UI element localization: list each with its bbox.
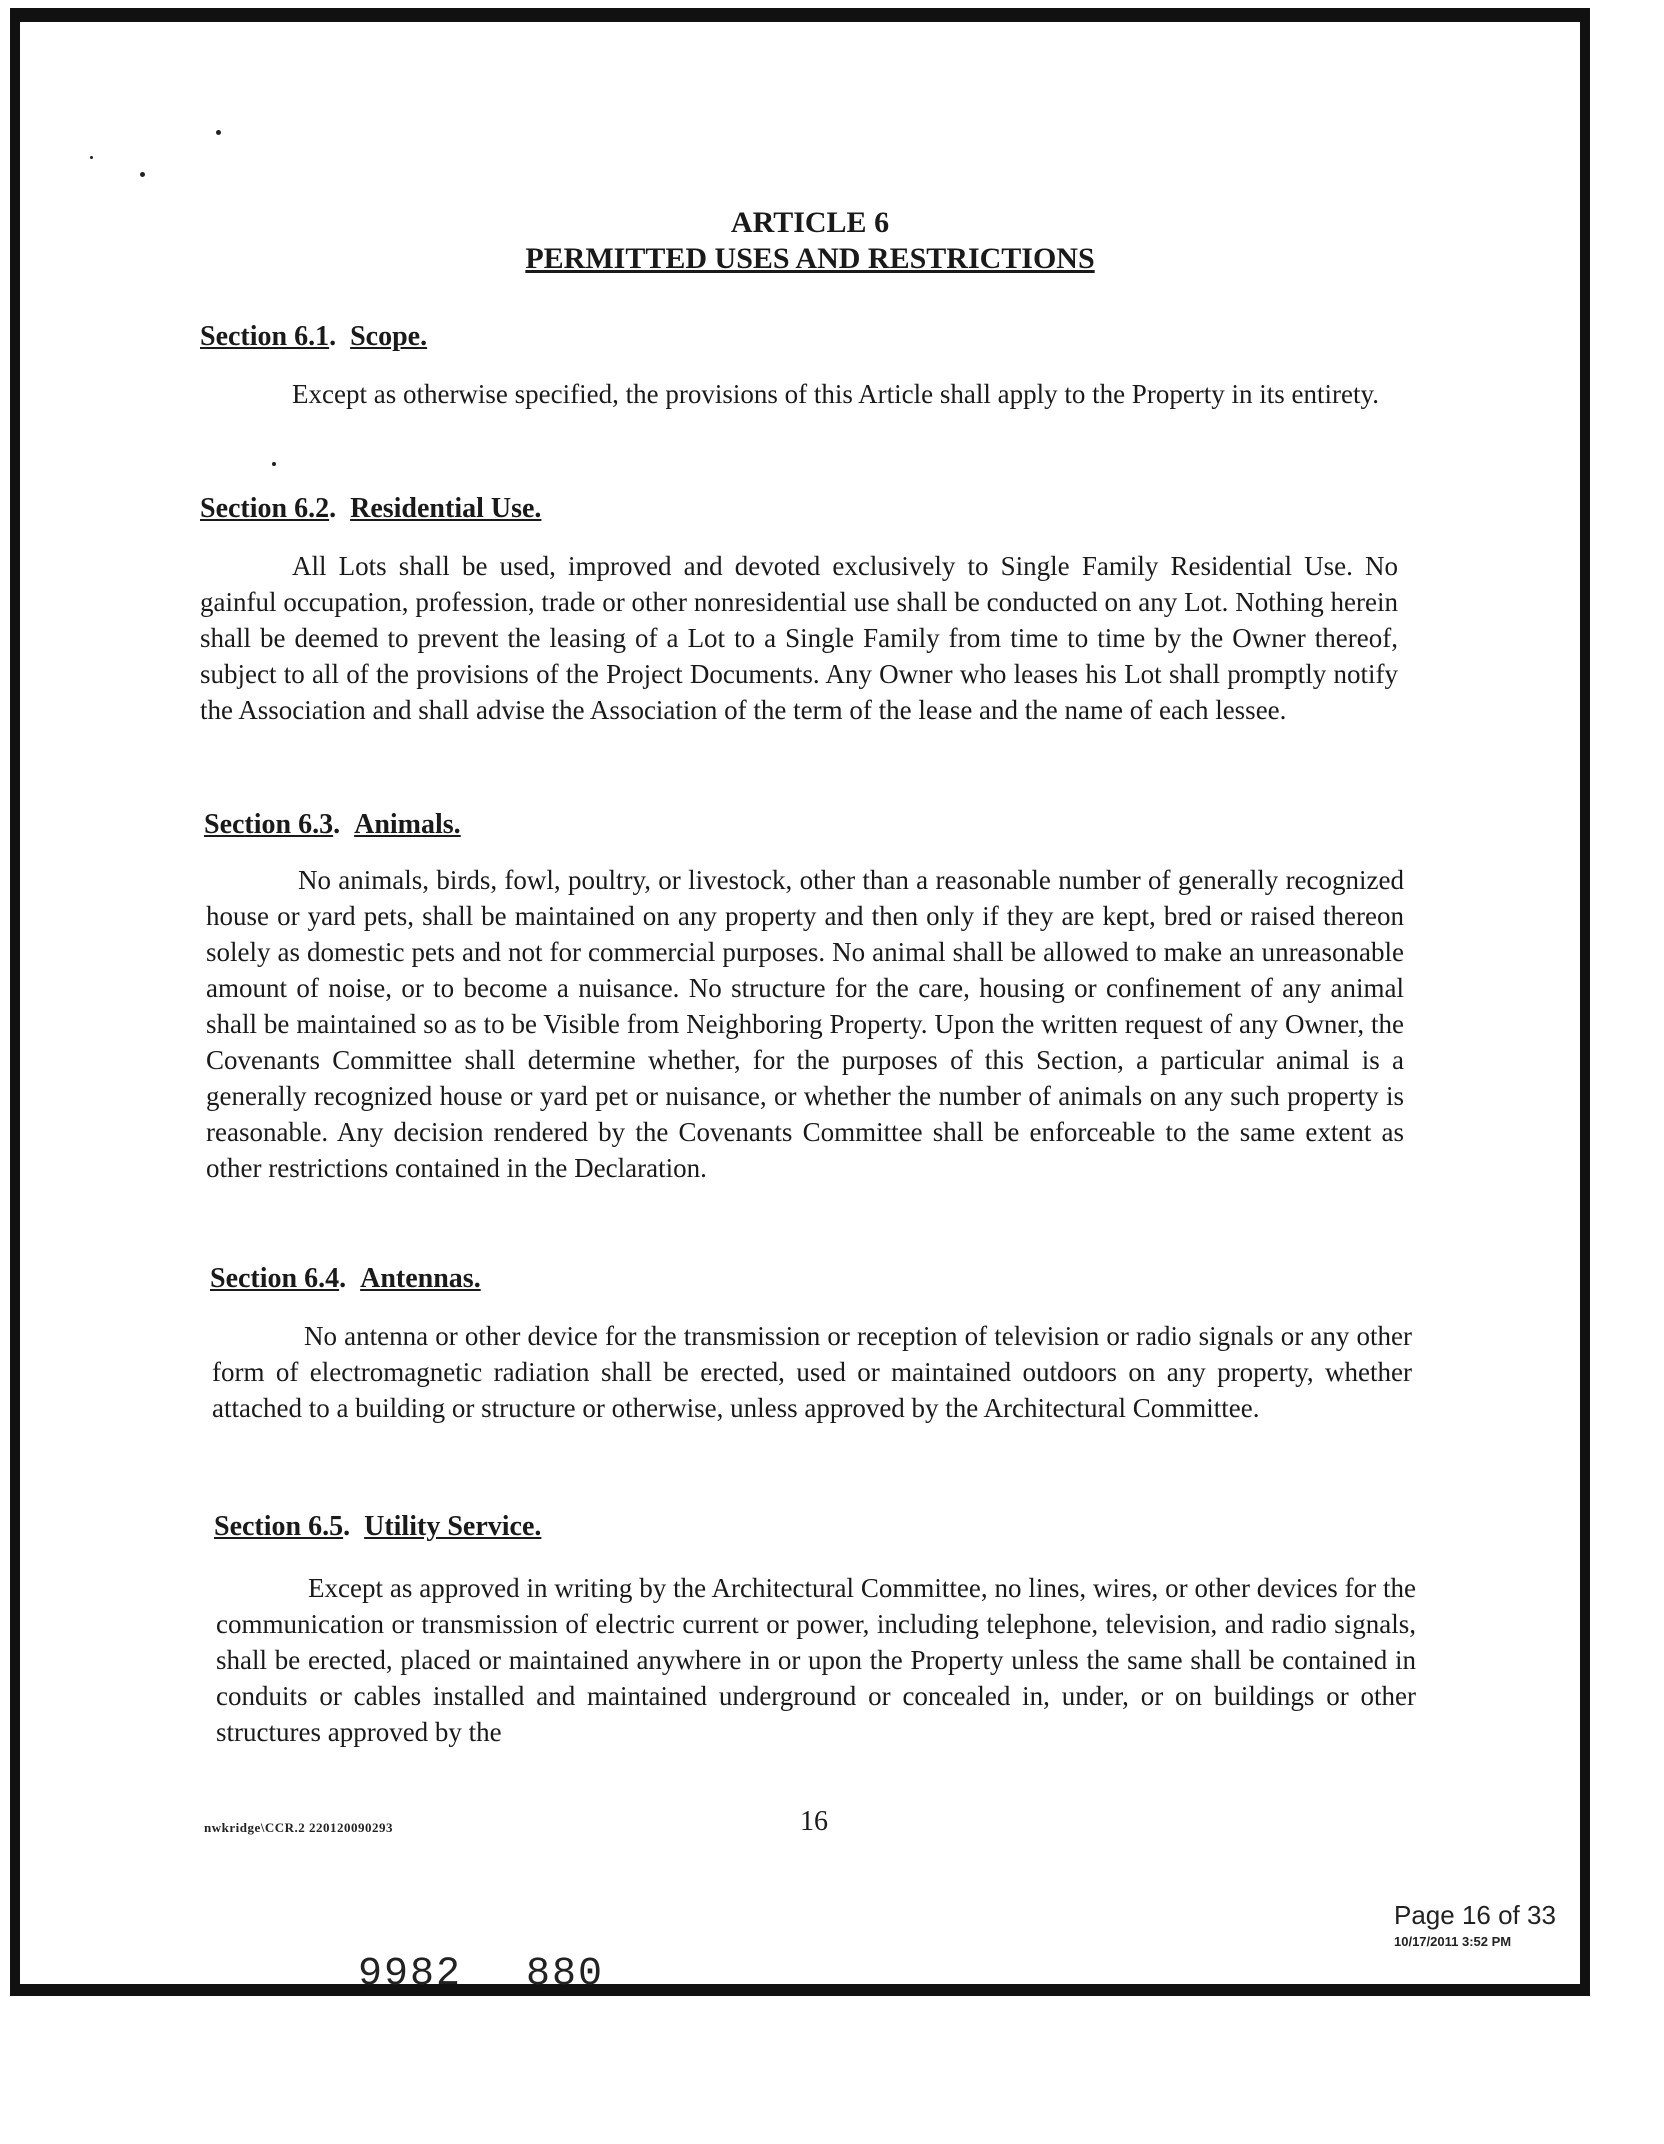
section-number: Section 6.2 [200, 493, 330, 524]
scan-speck [90, 156, 93, 159]
section-heading-6-5: Section 6.5. Utility Service. [214, 1511, 542, 1542]
section-body-6-1: Except as otherwise specified, the provisions of this Article shall apply to the Property in its entirety. [292, 379, 1380, 409]
scan-speck [216, 130, 221, 135]
section-heading-6-3: Section 6.3. Animals. [204, 809, 461, 840]
section-body-6-2: All Lots shall be used, improved and devoted exclusively to Single Family Residential Use. No gainful occupation, profession, trade or other nonresidential use shall be conducted on any Lot. Nothing herein shall be deemed to prevent the leasing of a Lot to a Single Family from time to time by the Owner thereof, subject to all of the provisions of the Project Documents. Any Owner who leases his Lot shall promptly notify the Association and shall advise the Association of the term of the lease and the name of each lessee. [200, 551, 1398, 725]
section-number: Section 6.5 [214, 1511, 344, 1542]
page-of-total: Page 16 of 33 [1394, 1900, 1556, 1930]
section-body-6-4: No antenna or other device for the transmission or reception of television or radio signals or any other form of electromagnetic radiation shall be erected, used or maintained outdoors on any property, whether attached to a building or structure or otherwise, unless approved by the Architectural Committee. [212, 1321, 1412, 1423]
section-heading-6-1: Section 6.1. Scope. [200, 321, 428, 352]
recording-page: 880 [526, 1952, 605, 1997]
article-heading: ARTICLE 6 [730, 206, 890, 239]
recording-book: 9982 [358, 1952, 463, 1997]
section-title: Antennas. [360, 1263, 481, 1294]
section-number: Section 6.4 [210, 1263, 340, 1294]
section-heading-6-4: Section 6.4. Antennas. [210, 1263, 481, 1294]
section-title: Animals. [354, 809, 461, 840]
document-code: nwkridge\CCR.2 220120090293 [204, 1820, 394, 1835]
scan-speck [140, 172, 145, 177]
article-title: PERMITTED USES AND RESTRICTIONS [525, 242, 1095, 275]
recording-number [358, 1952, 604, 1997]
section-number: Section 6.3 [204, 809, 334, 840]
section-title: Residential Use. [350, 493, 542, 524]
scan-speck [272, 462, 276, 466]
section-body-6-5: Except as approved in writing by the Architectural Committee, no lines, wires, or other devices for the communication or transmission of electric current or power, including telephone, television, and radio signals, shall be erected, placed or maintained anywhere in or upon the Property unless the same shall be contained in conduits or cables installed and maintained underground or concealed in, under, or on buildings or other structures approved by the [216, 1573, 1416, 1747]
section-title: Utility Service. [364, 1511, 542, 1542]
section-body-6-3: No animals, birds, fowl, poultry, or livestock, other than a reasonable number of generally recognized house or yard pets, shall be maintained on any property and then only if they are kept, bred or raised thereon solely as domestic pets and not for commercial purposes. No animal shall be allowed to make an unreasonable amount of noise, or to become a nuisance. No structure for the care, housing or confinement of any animal shall be maintained so as to be Visible from Neighboring Property. Upon the written request of any Owner, the Covenants Committee shall determine whether, for the purposes of this Section, a particular animal is a generally recognized house or yard pet or nuisance, or whether the number of animals on any such property is reasonable. Any decision rendered by the Covenants Committee shall be enforceable to the same extent as other restrictions contained in the Declaration. [206, 865, 1404, 1183]
section-heading-6-2: Section 6.2. Residential Use. [200, 493, 542, 524]
section-title: Scope. [350, 321, 428, 352]
page-number: 16 [800, 1806, 828, 1837]
section-number: Section 6.1 [200, 321, 330, 352]
print-timestamp: 10/17/2011 3:52 PM [1394, 1934, 1512, 1949]
